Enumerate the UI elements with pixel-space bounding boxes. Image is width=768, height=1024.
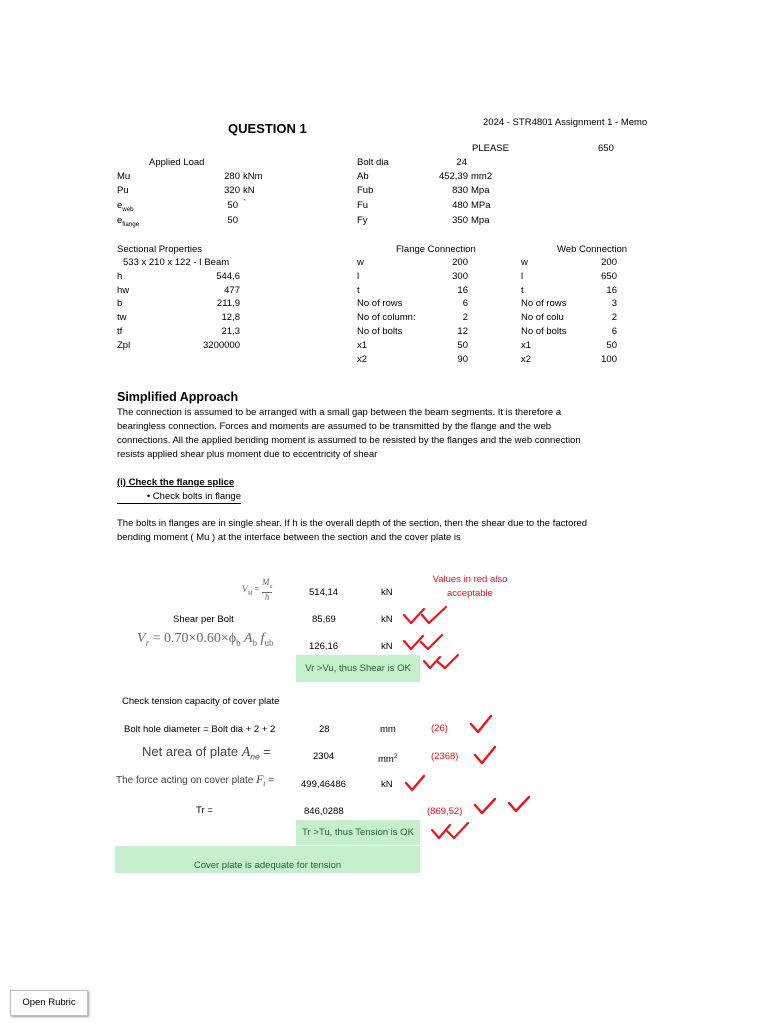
e-flange-label: $e_{flange}$ xyxy=(117,215,140,228)
ab-label: Ab xyxy=(357,171,369,182)
ab-unit: mm2 xyxy=(471,171,493,182)
fy-label: Fy xyxy=(357,215,368,226)
shear-intro-text: The bolts in flanges are in single shear. If h is the overall depth of the section, then the shear due to the factored bending moment ( Mu ) at the interface between the section and the cover plate is xyxy=(117,518,588,543)
fy-value: 350 xyxy=(452,215,468,226)
page-title: QUESTION 1 xyxy=(228,121,307,136)
pu-label: Pu xyxy=(117,185,129,196)
please-value: 650 xyxy=(598,143,614,154)
web-l-value: 650 xyxy=(601,271,617,282)
pu-unit: kN xyxy=(243,185,255,196)
flange-x1-label: x1 xyxy=(357,340,368,351)
bolt-dia-label: Bolt dia xyxy=(357,157,389,168)
mu-label: Mu xyxy=(117,171,131,182)
e-web-label: $e_{web}$ xyxy=(117,200,134,213)
sectional-heading: Sectional Properties xyxy=(117,244,203,255)
zpl-label: Zpl xyxy=(117,340,131,351)
flange-t-value: 16 xyxy=(457,285,468,296)
pu-value: 320 xyxy=(224,185,240,196)
web-bolts-label: No of bolts xyxy=(521,326,567,337)
flange-splice-heading: (i) Check the flange splice xyxy=(117,477,235,488)
check-marks-tension-ok-icon xyxy=(430,820,470,842)
check-marks-shear-ok-icon xyxy=(422,652,460,672)
ab-value: 452,39 xyxy=(438,171,468,182)
tension-heading: Check tension capacity of cover plate xyxy=(122,696,280,707)
flange-columns-label: No of column: xyxy=(357,312,416,323)
tw-value: 12,8 xyxy=(221,312,240,323)
bolt-dia-value: 24 xyxy=(456,157,467,168)
beam-designation: 533 x 210 x 122 - I Beam xyxy=(123,257,230,268)
vm-formula: $V_M$ = $\frac{M_u}{h}$ xyxy=(242,577,273,602)
web-x2-value: 100 xyxy=(601,354,617,365)
fub-value: 830 xyxy=(452,185,468,196)
flange-w-label: w xyxy=(357,257,364,268)
tension-ok-box: Tr >Tu, thus Tension is OK xyxy=(296,820,420,845)
zpl-value: 3200000 xyxy=(203,340,240,351)
please-label: PLEASE xyxy=(472,143,509,154)
web-t-value: 16 xyxy=(606,285,617,296)
web-w-label: w xyxy=(521,257,528,268)
vm-value: 514,14 xyxy=(309,587,339,598)
flange-x2-label: x2 xyxy=(357,354,368,365)
simplified-text: The connection is assumed to be arranged with a small gap between the beam segments. It is therefore a bearingless connection. Forces and moments are assumed to be transmitted by the flange and the web connections. All the applied bending moment is assumed to be resisted by the flanges and the web connection resists applied shear plus moment due to eccentricity of shear xyxy=(117,407,581,460)
vr-unit: kN xyxy=(381,641,393,652)
tf-label: tf xyxy=(117,326,123,337)
simplified-heading: Simplified Approach xyxy=(117,390,239,404)
hole-diameter-alt: (26) xyxy=(431,723,448,734)
tr-alt: (869,52) xyxy=(427,806,463,817)
check-mark-tr-2-icon xyxy=(507,794,531,814)
flange-l-label: l xyxy=(357,271,360,282)
shear-per-bolt-unit: kN xyxy=(381,614,393,625)
memo-title: 2024 - STR4801 Assignment 1 - Memo xyxy=(483,117,648,128)
fub-label: Fub xyxy=(357,185,374,196)
fub-unit: Mpa xyxy=(471,185,490,196)
shear-per-bolt-label: Shear per Bolt xyxy=(173,614,234,625)
net-area-label: Net area of plate $A_{ne}$ = xyxy=(142,744,271,762)
web-rows-label: No of rows xyxy=(521,298,567,309)
check-marks-vr-icon xyxy=(402,632,444,652)
net-area-alt: (2368) xyxy=(431,751,459,762)
flange-w-value: 200 xyxy=(452,257,468,268)
b-label: b xyxy=(117,298,123,309)
vr-formula: $V_r = 0.70\times 0.60\times\phi_b$ $A_b$ $f_{ub}$ xyxy=(137,631,274,648)
web-l-label: l xyxy=(521,271,524,282)
force-cover-plate-value: 499,46486 xyxy=(301,779,346,790)
flange-rows-label: No of rows xyxy=(357,298,403,309)
web-columns-label: No of colu xyxy=(521,312,564,323)
tr-label: Tr = xyxy=(196,805,213,816)
flange-conn-heading: Flange Connection xyxy=(396,244,476,255)
vm-unit: kN xyxy=(381,587,393,598)
web-columns-value: 2 xyxy=(611,312,617,323)
fu-label: Fu xyxy=(357,200,369,211)
hw-label: hw xyxy=(117,285,130,296)
mu-value: 280 xyxy=(224,171,240,182)
tr-value: 846,0288 xyxy=(304,806,344,817)
hole-diameter-value: 28 xyxy=(319,724,330,735)
net-area-unit: $mm^2$ xyxy=(378,753,398,766)
force-cover-plate-label: The force acting on cover plate $F_t$ = xyxy=(116,772,274,788)
check-mark-net-area-icon xyxy=(473,744,497,766)
check-marks-shear-per-bolt-icon xyxy=(402,605,448,627)
flange-rows-value: 6 xyxy=(462,298,468,309)
applied-load-heading: Applied Load xyxy=(149,157,205,168)
h-value: 544,6 xyxy=(216,271,240,282)
mu-unit: kNm xyxy=(243,171,263,182)
force-cover-plate-unit: kN xyxy=(381,779,393,790)
vr-value: 126,16 xyxy=(309,641,339,652)
hole-diameter-label: Bolt hole diameter = Bolt dia + 2 + 2 xyxy=(124,724,276,735)
h-label: h xyxy=(117,271,123,282)
net-area-value: 2304 xyxy=(313,751,335,762)
fy-unit: Mpa xyxy=(471,215,490,226)
fu-value: 480 xyxy=(452,200,468,211)
hole-diameter-unit: mm xyxy=(380,724,396,735)
open-rubric-button[interactable]: Open Rubric xyxy=(10,990,88,1016)
shear-ok-box: Vr >Vu, thus Shear is OK xyxy=(296,655,420,682)
web-x1-value: 50 xyxy=(606,340,617,351)
tf-value: 21,3 xyxy=(221,326,240,337)
cover-plate-adequate-box: Cover plate is adequate for tension xyxy=(115,846,420,873)
flange-x1-value: 50 xyxy=(457,340,468,351)
web-t-label: t xyxy=(521,285,524,296)
e-web-unit: ` xyxy=(243,198,247,209)
flange-bolts-value: 12 xyxy=(457,326,468,337)
web-rows-value: 3 xyxy=(611,298,617,309)
check-mark-tr-1-icon xyxy=(473,796,497,816)
tw-label: tw xyxy=(117,312,127,323)
web-x2-label: x2 xyxy=(521,354,532,365)
check-mark-hole-icon xyxy=(469,713,493,735)
b-value: 211,9 xyxy=(216,298,240,309)
flange-x2-value: 90 xyxy=(457,354,468,365)
hw-value: 477 xyxy=(224,285,240,296)
fu-unit: MPa xyxy=(471,200,491,211)
check-mark-force-icon xyxy=(404,773,426,793)
check-bolts-bullet: • Check bolts in flange xyxy=(117,491,241,504)
web-w-value: 200 xyxy=(601,257,617,268)
flange-l-value: 300 xyxy=(452,271,468,282)
e-web-value: 50 xyxy=(227,200,238,211)
red-values-note: Values in red also acceptable xyxy=(432,574,508,599)
e-flange-value: 50 xyxy=(227,215,238,226)
web-x1-label: x1 xyxy=(521,340,532,351)
flange-columns-value: 2 xyxy=(462,312,468,323)
flange-bolts-label: No of bolts xyxy=(357,326,403,337)
flange-t-label: t xyxy=(357,285,360,296)
shear-per-bolt-value: 85,69 xyxy=(312,614,336,625)
web-bolts-value: 6 xyxy=(611,326,617,337)
web-conn-heading: Web Connection xyxy=(557,244,628,255)
